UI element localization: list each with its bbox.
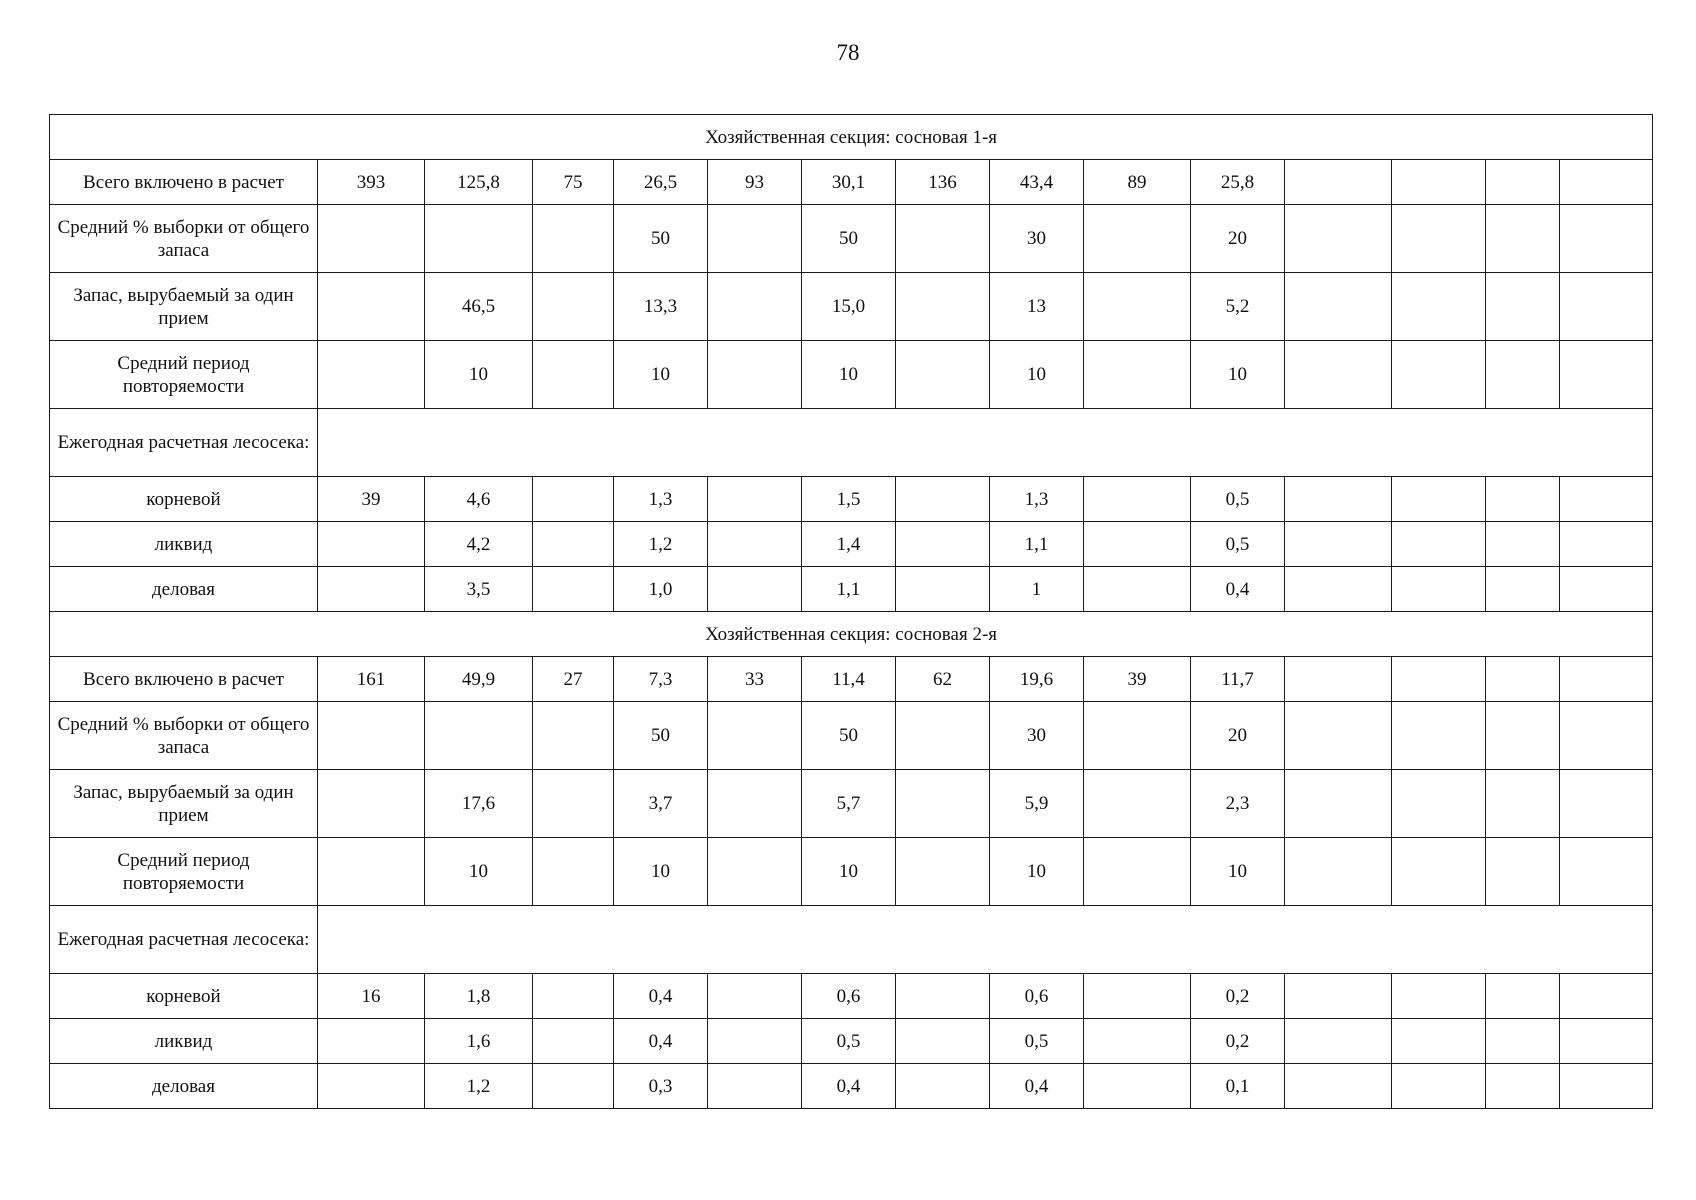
table-cell: 62 <box>896 657 990 702</box>
table-cell: 50 <box>614 702 708 770</box>
section-title: Хозяйственная секция: сосновая 1-я <box>50 115 1653 160</box>
table-cell: 11,7 <box>1191 657 1285 702</box>
table-cell: 10 <box>614 838 708 906</box>
table-cell: 1,4 <box>802 522 896 567</box>
table-cell <box>1560 702 1653 770</box>
table-cell <box>1560 567 1653 612</box>
section-title: Хозяйственная секция: сосновая 2-я <box>50 612 1653 657</box>
table-cell <box>896 522 990 567</box>
table-cell: 3,7 <box>614 770 708 838</box>
table-cell <box>1392 657 1486 702</box>
table-cell: 1,3 <box>990 477 1084 522</box>
table-cell: 0,4 <box>614 1019 708 1064</box>
table-cell: 0,1 <box>1191 1064 1285 1109</box>
table-cell <box>1392 522 1486 567</box>
table-cell: 0,4 <box>1191 567 1285 612</box>
table-row <box>50 567 1653 612</box>
table-cell <box>1285 1064 1392 1109</box>
table-cell: 0,4 <box>802 1064 896 1109</box>
table-cell: 0,6 <box>990 974 1084 1019</box>
table-cell: 0,5 <box>1191 522 1285 567</box>
row-label: ликвид <box>50 522 318 567</box>
table-cell <box>318 522 425 567</box>
table-cell: 2,3 <box>1191 770 1285 838</box>
table-cell: 10 <box>1191 838 1285 906</box>
table-row <box>50 974 1653 1019</box>
table-cell: 0,5 <box>1191 477 1285 522</box>
table-cell: 0,3 <box>614 1064 708 1109</box>
table-cell <box>533 567 614 612</box>
table-cell <box>1486 567 1560 612</box>
table-cell: 1,3 <box>614 477 708 522</box>
table-cell <box>708 770 802 838</box>
table-cell <box>1285 567 1392 612</box>
table-cell <box>533 477 614 522</box>
row-label: Всего включено в расчет <box>50 160 318 205</box>
table-cell <box>896 702 990 770</box>
table-cell <box>1084 341 1191 409</box>
table-row <box>50 160 1653 205</box>
table-cell <box>708 477 802 522</box>
table-cell <box>1285 477 1392 522</box>
table-row <box>50 1019 1653 1064</box>
table-cell <box>1285 838 1392 906</box>
table-cell <box>1392 1064 1486 1109</box>
table-cell <box>318 838 425 906</box>
row-label: Средний % выборки от общего запаса <box>50 205 318 273</box>
table-cell: 15,0 <box>802 273 896 341</box>
table-cell <box>533 702 614 770</box>
table-cell <box>533 770 614 838</box>
table-cell <box>1285 657 1392 702</box>
table-cell <box>1392 702 1486 770</box>
table-cell: 30,1 <box>802 160 896 205</box>
table-cell <box>1084 974 1191 1019</box>
row-label: ликвид <box>50 1019 318 1064</box>
table-cell <box>1486 205 1560 273</box>
row-label: корневой <box>50 477 318 522</box>
table-cell <box>318 1019 425 1064</box>
table-row <box>50 341 1653 409</box>
section-title-row <box>50 115 1653 160</box>
table-cell <box>1285 341 1392 409</box>
table-cell <box>533 205 614 273</box>
table-cell: 5,2 <box>1191 273 1285 341</box>
table-cell: 25,8 <box>1191 160 1285 205</box>
table-cell: 10 <box>425 341 533 409</box>
table-cell: 50 <box>802 702 896 770</box>
table-row <box>50 477 1653 522</box>
row-label: Запас, вырубаемый за один прием <box>50 273 318 341</box>
table-cell <box>425 205 533 273</box>
row-label: Ежегодная расчетная лесосека: <box>50 906 318 974</box>
table-cell: 33 <box>708 657 802 702</box>
table-cell <box>1486 702 1560 770</box>
data-table <box>49 114 1653 1109</box>
table-cell <box>1392 838 1486 906</box>
table-cell: 30 <box>990 702 1084 770</box>
table-cell: 20 <box>1191 702 1285 770</box>
table-cell: 5,7 <box>802 770 896 838</box>
table-cell: 20 <box>1191 205 1285 273</box>
table-cell <box>1285 770 1392 838</box>
table-cell: 89 <box>1084 160 1191 205</box>
table-cell <box>1084 205 1191 273</box>
table-row <box>50 522 1653 567</box>
annual-label-row <box>50 409 1653 477</box>
table-cell <box>896 1019 990 1064</box>
table-cell <box>1486 770 1560 838</box>
table-row <box>50 770 1653 838</box>
table-cell <box>1560 657 1653 702</box>
table-cell <box>1560 1019 1653 1064</box>
table-cell: 10 <box>802 341 896 409</box>
table-cell: 27 <box>533 657 614 702</box>
table-cell: 10 <box>802 838 896 906</box>
table-cell <box>318 341 425 409</box>
empty-merged-cell <box>318 409 1653 477</box>
table-cell <box>1486 974 1560 1019</box>
table-cell <box>896 273 990 341</box>
table-cell: 1 <box>990 567 1084 612</box>
section-title-row <box>50 612 1653 657</box>
table-cell <box>1560 522 1653 567</box>
table-cell: 4,2 <box>425 522 533 567</box>
table-cell: 10 <box>990 341 1084 409</box>
table-cell: 1,6 <box>425 1019 533 1064</box>
table-cell <box>1560 205 1653 273</box>
table-cell <box>1392 341 1486 409</box>
table-cell: 125,8 <box>425 160 533 205</box>
table-cell: 161 <box>318 657 425 702</box>
table-cell <box>533 1019 614 1064</box>
table-cell <box>1560 974 1653 1019</box>
table-cell <box>1084 770 1191 838</box>
table-cell <box>1392 567 1486 612</box>
table-cell <box>533 838 614 906</box>
table-cell <box>708 1064 802 1109</box>
table-cell: 43,4 <box>990 160 1084 205</box>
table-cell <box>896 838 990 906</box>
table-cell <box>533 341 614 409</box>
table-cell: 11,4 <box>802 657 896 702</box>
table-cell <box>1392 477 1486 522</box>
table-cell: 1,1 <box>802 567 896 612</box>
table-cell: 1,5 <box>802 477 896 522</box>
table-cell <box>318 273 425 341</box>
table-cell: 0,5 <box>802 1019 896 1064</box>
table-cell: 93 <box>708 160 802 205</box>
table-cell <box>1486 657 1560 702</box>
row-label: Всего включено в расчет <box>50 657 318 702</box>
table-cell: 19,6 <box>990 657 1084 702</box>
table-cell <box>1560 1064 1653 1109</box>
table-cell: 0,4 <box>990 1064 1084 1109</box>
table-cell <box>896 974 990 1019</box>
table-cell <box>1392 273 1486 341</box>
table-cell <box>1486 273 1560 341</box>
table-cell: 17,6 <box>425 770 533 838</box>
table-cell <box>318 567 425 612</box>
table-cell: 393 <box>318 160 425 205</box>
table-cell <box>318 702 425 770</box>
table-cell: 39 <box>1084 657 1191 702</box>
table-cell <box>1486 522 1560 567</box>
table-cell: 10 <box>1191 341 1285 409</box>
table-row <box>50 657 1653 702</box>
table-cell: 136 <box>896 160 990 205</box>
table-cell: 13 <box>990 273 1084 341</box>
table-cell <box>1285 205 1392 273</box>
table-cell <box>1560 477 1653 522</box>
table-cell: 1,1 <box>990 522 1084 567</box>
row-label: Средний период повторяемости <box>50 838 318 906</box>
table-cell <box>1560 273 1653 341</box>
row-label: корневой <box>50 974 318 1019</box>
table-cell <box>708 702 802 770</box>
annual-label-row <box>50 906 1653 974</box>
table-cell <box>1285 160 1392 205</box>
table-cell: 10 <box>614 341 708 409</box>
table-cell <box>708 1019 802 1064</box>
table-cell: 0,2 <box>1191 1019 1285 1064</box>
row-label: Средний период повторяемости <box>50 341 318 409</box>
table-cell: 0,5 <box>990 1019 1084 1064</box>
table-cell <box>1560 160 1653 205</box>
table-cell: 0,2 <box>1191 974 1285 1019</box>
table-row <box>50 205 1653 273</box>
table-cell: 3,5 <box>425 567 533 612</box>
table-cell <box>1392 770 1486 838</box>
row-label: Запас, вырубаемый за один прием <box>50 770 318 838</box>
table-cell: 50 <box>614 205 708 273</box>
table-cell <box>533 974 614 1019</box>
table-cell <box>1084 1064 1191 1109</box>
table-cell <box>1285 1019 1392 1064</box>
table-cell <box>1084 567 1191 612</box>
table-cell: 10 <box>425 838 533 906</box>
table-cell <box>708 205 802 273</box>
table-cell: 16 <box>318 974 425 1019</box>
table-cell <box>1560 341 1653 409</box>
table-cell <box>1285 273 1392 341</box>
table-cell <box>1285 702 1392 770</box>
table-cell <box>1285 974 1392 1019</box>
table-cell <box>708 273 802 341</box>
table-cell <box>425 702 533 770</box>
table-cell <box>708 567 802 612</box>
table-cell <box>1084 1019 1191 1064</box>
table-cell: 26,5 <box>614 160 708 205</box>
table-cell: 1,8 <box>425 974 533 1019</box>
table-cell: 10 <box>990 838 1084 906</box>
table-cell: 1,2 <box>614 522 708 567</box>
table-cell: 1,0 <box>614 567 708 612</box>
table-cell: 4,6 <box>425 477 533 522</box>
table-cell: 46,5 <box>425 273 533 341</box>
table-cell <box>1084 273 1191 341</box>
table-cell: 30 <box>990 205 1084 273</box>
table-cell <box>896 770 990 838</box>
table-cell <box>533 273 614 341</box>
table-cell: 0,4 <box>614 974 708 1019</box>
empty-merged-cell <box>318 906 1653 974</box>
table-cell: 39 <box>318 477 425 522</box>
table-cell <box>1560 770 1653 838</box>
table-cell: 7,3 <box>614 657 708 702</box>
table-cell <box>533 522 614 567</box>
table-cell <box>896 477 990 522</box>
table-cell <box>708 838 802 906</box>
table-cell <box>1084 522 1191 567</box>
table-cell <box>896 341 990 409</box>
table-cell <box>1392 205 1486 273</box>
table-cell <box>318 770 425 838</box>
table-cell: 0,6 <box>802 974 896 1019</box>
table-cell <box>1084 702 1191 770</box>
row-label: деловая <box>50 1064 318 1109</box>
table-row <box>50 1064 1653 1109</box>
table-cell <box>708 341 802 409</box>
table-cell <box>1486 160 1560 205</box>
table-cell <box>1486 341 1560 409</box>
table-cell <box>1486 1019 1560 1064</box>
table-cell <box>896 1064 990 1109</box>
table-row <box>50 273 1653 341</box>
row-label: Средний % выборки от общего запаса <box>50 702 318 770</box>
table-cell <box>896 205 990 273</box>
table-cell <box>318 205 425 273</box>
table-cell: 75 <box>533 160 614 205</box>
table-row <box>50 838 1653 906</box>
table-cell <box>1560 838 1653 906</box>
row-label: Ежегодная расчетная лесосека: <box>50 409 318 477</box>
table-cell <box>1392 974 1486 1019</box>
table-cell <box>1084 838 1191 906</box>
table-cell <box>708 974 802 1019</box>
table-row <box>50 702 1653 770</box>
table-cell <box>318 1064 425 1109</box>
table-cell: 1,2 <box>425 1064 533 1109</box>
page-number: 78 <box>836 40 860 65</box>
table-cell <box>896 567 990 612</box>
table-cell <box>1392 160 1486 205</box>
table-cell <box>1392 1019 1486 1064</box>
table-cell <box>1486 838 1560 906</box>
table-cell: 5,9 <box>990 770 1084 838</box>
table-cell <box>1084 477 1191 522</box>
table-cell <box>1486 1064 1560 1109</box>
table-cell <box>533 1064 614 1109</box>
table-cell <box>708 522 802 567</box>
table-cell: 13,3 <box>614 273 708 341</box>
table-cell <box>1486 477 1560 522</box>
table-cell: 50 <box>802 205 896 273</box>
table-cell <box>1285 522 1392 567</box>
table-cell: 49,9 <box>425 657 533 702</box>
row-label: деловая <box>50 567 318 612</box>
